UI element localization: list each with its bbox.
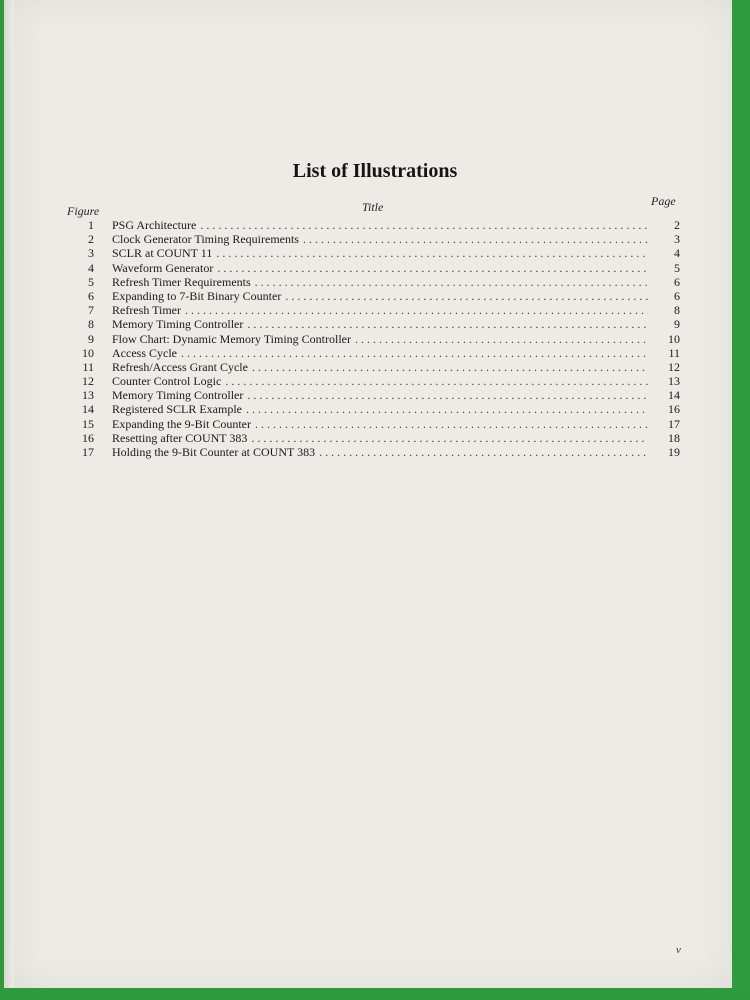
figure-page-number: 12 xyxy=(668,359,680,374)
figure-page-number: 8 xyxy=(674,303,680,318)
figure-page-number: 10 xyxy=(668,331,680,346)
dot-leader xyxy=(247,317,648,331)
figure-title: Expanding the 9-Bit Counter xyxy=(112,416,251,431)
list-item xyxy=(60,346,680,360)
figure-title: Counter Control Logic xyxy=(112,374,222,389)
figure-title: Refresh/Access Grant Cycle xyxy=(112,359,248,374)
figure-title: Refresh Timer xyxy=(112,303,181,318)
figure-number: 8 xyxy=(88,317,94,332)
dot-leader xyxy=(355,332,648,346)
figure-title: Refresh Timer Requirements xyxy=(112,274,251,289)
figure-number: 15 xyxy=(82,416,94,431)
figure-page-number: 14 xyxy=(668,388,680,403)
dot-leader xyxy=(247,388,648,402)
figure-number: 5 xyxy=(88,274,94,289)
figure-page-number: 5 xyxy=(674,260,680,275)
figure-number: 6 xyxy=(88,288,94,303)
figure-page-number: 16 xyxy=(668,402,680,417)
figure-number: 4 xyxy=(88,260,94,275)
figure-title: Resetting after COUNT 383 xyxy=(112,430,248,445)
figure-number: 1 xyxy=(88,218,94,232)
dot-leader xyxy=(303,232,648,246)
figure-number: 13 xyxy=(82,388,94,403)
figure-number: 11 xyxy=(82,359,94,374)
background-surface-bottom xyxy=(0,988,750,1000)
list-item xyxy=(60,431,680,445)
figure-page-number: 6 xyxy=(674,274,680,289)
figure-page-number: 19 xyxy=(668,445,680,459)
dot-leader xyxy=(217,261,648,275)
dot-leader xyxy=(216,246,648,260)
list-item xyxy=(60,275,680,289)
figure-title: Memory Timing Controller xyxy=(112,388,244,403)
figure-title: Access Cycle xyxy=(112,345,177,360)
dot-leader xyxy=(246,402,648,416)
list-item xyxy=(60,374,680,388)
figure-title: Memory Timing Controller xyxy=(112,317,244,332)
figure-title: Expanding to 7-Bit Binary Counter xyxy=(112,288,282,303)
figure-page-number: 4 xyxy=(674,246,680,261)
column-header-title: Title xyxy=(362,200,384,214)
figure-number: 16 xyxy=(82,430,94,445)
dot-leader xyxy=(255,417,648,431)
page-title: List of Illustrations xyxy=(292,160,458,182)
dot-leader xyxy=(319,445,648,459)
figure-title: Registered SCLR Example xyxy=(112,402,242,417)
figure-number: 7 xyxy=(88,303,94,318)
figure-title: SCLR at COUNT 11 xyxy=(112,246,213,261)
figure-page-number: 9 xyxy=(674,317,680,332)
list-item xyxy=(60,332,680,346)
list-item xyxy=(60,445,680,459)
figure-page-number: 6 xyxy=(674,288,680,303)
list-item xyxy=(60,417,680,431)
figure-page-number: 18 xyxy=(668,430,680,445)
list-item xyxy=(60,218,680,232)
list-item xyxy=(60,232,680,246)
dot-leader xyxy=(181,346,648,360)
figure-number: 9 xyxy=(88,331,94,346)
figure-page-number: 13 xyxy=(668,374,680,389)
page-number: v xyxy=(676,944,681,956)
list-item xyxy=(60,402,680,416)
figure-page-number: 17 xyxy=(668,416,680,431)
dot-leader xyxy=(252,360,648,374)
figure-title: PSG Architecture xyxy=(112,218,197,232)
figure-title: Flow Chart: Dynamic Memory Timing Controller xyxy=(112,331,351,346)
figure-page-number: 2 xyxy=(674,218,680,232)
list-item xyxy=(60,303,680,317)
figure-page-number: 3 xyxy=(674,232,680,247)
column-header-figure: Figure xyxy=(67,204,100,218)
list-item xyxy=(60,289,680,303)
list-item xyxy=(60,360,680,374)
document-page xyxy=(14,0,732,988)
figure-title: Clock Generator Timing Requirements xyxy=(112,232,299,247)
list-item xyxy=(60,261,680,275)
figure-title: Holding the 9-Bit Counter at COUNT 383 xyxy=(112,445,316,459)
figure-number: 17 xyxy=(82,445,94,459)
figure-number: 10 xyxy=(82,345,94,360)
column-header-page: Page xyxy=(651,194,676,208)
figure-page-number: 11 xyxy=(668,345,680,360)
dot-leader xyxy=(200,218,648,232)
figure-number: 3 xyxy=(88,246,94,261)
list-item xyxy=(60,317,680,331)
illustrations-list xyxy=(60,218,680,459)
list-item xyxy=(60,246,680,260)
page-left-edge xyxy=(4,0,14,1000)
figure-number: 2 xyxy=(88,232,94,247)
figure-number: 14 xyxy=(82,402,94,417)
dot-leader xyxy=(251,431,648,445)
dot-leader xyxy=(225,374,648,388)
figure-number: 12 xyxy=(82,374,94,389)
dot-leader xyxy=(255,275,648,289)
figure-title: Waveform Generator xyxy=(112,260,214,275)
dot-leader xyxy=(285,289,648,303)
dot-leader xyxy=(185,303,648,317)
list-item xyxy=(60,388,680,402)
